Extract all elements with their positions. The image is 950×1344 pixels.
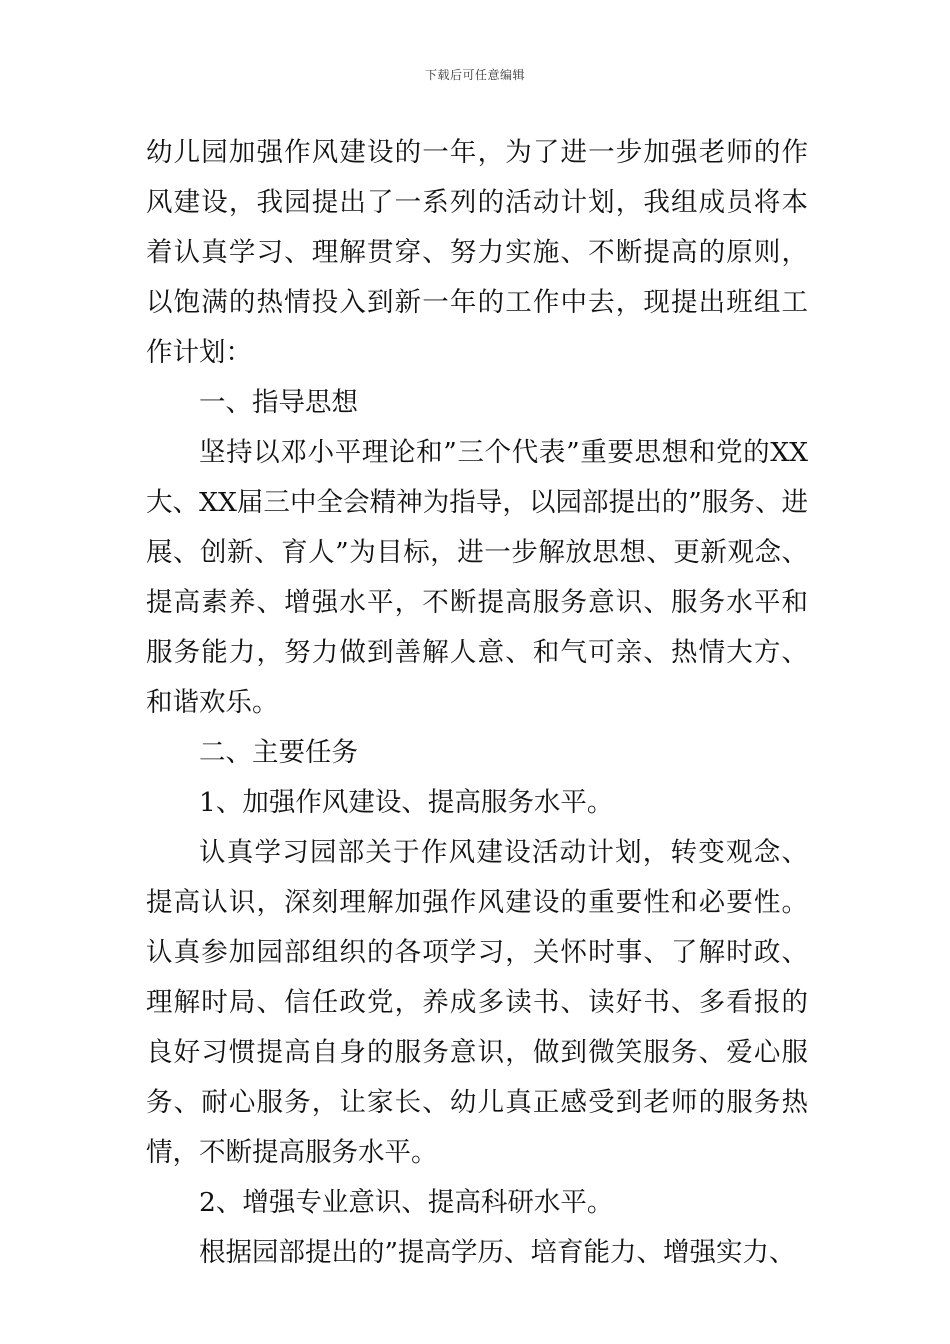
task-1-paragraph: 认真学习园部关于作风建设活动计划，转变观念、提高认识，深刻理解加强作风建设的重要性和必要性。认真参加园部组织的各项学习，关怀时事、了解时政、理解时局、信任政党，养成多读书、读好书、多看报的良好习惯提高自身的服务意识，做到微笑服务、爱心服务、耐心服务，让家长、幼儿真正感受到老师的服务热情，不断提高服务水平。 [146,837,808,1168]
task-2-paragraph: 根据园部提出的”提高学历、培育能力、增强实力、 [199,1237,796,1268]
subheading-task-2: 2、增强专业意识、提高科研水平。 [199,1187,614,1218]
document-body [146,128,808,1278]
guiding-thought-paragraph: 坚持以邓小平理论和”三个代表”重要思想和党的XX大、XX届三中全会精神为指导，以园部提出的”服务、进展、创新、育人”为目标，进一步解放思想、更新观念、提高素养、增强水平，不断提高服务意识、服务水平和服务能力，努力做到善解人意、和气可亲、热情大方、和谐欢乐。 [146,437,808,718]
page-header-note: 下载后可任意编辑 [424,68,525,82]
subheading-task-1: 1、加强作风建设、提高服务水平。 [199,787,614,818]
section-heading-main-tasks: 二、主要任务 [199,737,358,768]
intro-paragraph: 幼儿园加强作风建设的一年，为了进一步加强老师的作风建设，我园提出了一系列的活动计划，我组成员将本着认真学习、理解贯穿、努力实施、不断提高的原则，以饱满的热情投入到新一年的工作中去，现提出班组工作计划： [146,137,808,368]
section-heading-guiding-thought: 一、指导思想 [199,387,358,418]
